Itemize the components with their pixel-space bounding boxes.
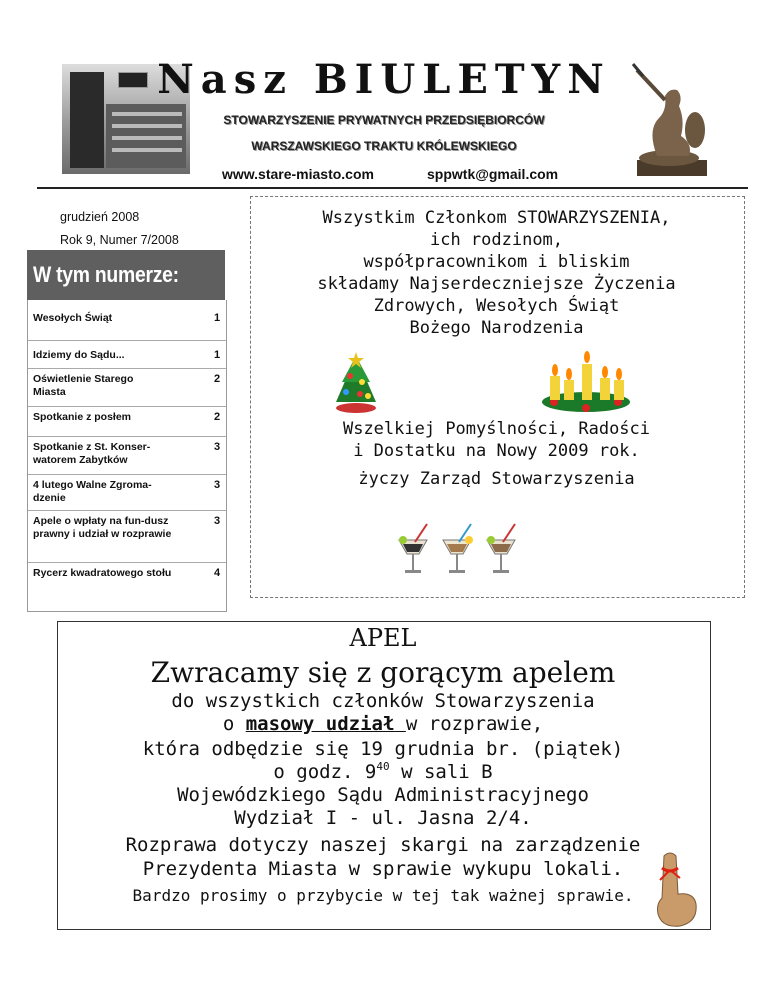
contents-item[interactable] xyxy=(28,436,226,475)
contents-item-label: Spotkanie z St. Konser-watorem Zabytków xyxy=(33,441,151,466)
website-link[interactable]: www.stare-miasto.com xyxy=(222,166,374,182)
contents-heading-box xyxy=(27,250,225,300)
contents-item-label: 4 lutego Walne Zgroma-dzenie xyxy=(33,479,152,504)
contents-item[interactable] xyxy=(28,474,226,511)
contents-table xyxy=(27,300,227,612)
appeal-line: która odbędzie się 19 grudnia br. (piątek) xyxy=(142,738,624,760)
contents-item[interactable] xyxy=(28,562,226,612)
header-divider xyxy=(37,187,748,189)
association-name-line1: STOWARZYSZENIE PRYWATNYCH PRZEDSIĘBIORCÓW xyxy=(223,113,545,127)
contents-item-page: 1 xyxy=(214,312,221,324)
contents-item[interactable] xyxy=(28,340,226,369)
association-name-line2: WARSZAWSKIEGO TRAKTU KRÓLEWSKIEGO xyxy=(251,139,517,153)
contents-item[interactable] xyxy=(28,300,226,340)
appeal-title: APEL xyxy=(349,624,417,652)
appeal-line: o masowy udział w rozprawie, xyxy=(222,713,544,735)
contents-item-label: Spotkanie z posłem xyxy=(33,411,132,423)
contents-item-page: 4 xyxy=(214,567,221,579)
string-on-finger-icon xyxy=(650,848,702,928)
contents-heading: W tym numerze: xyxy=(33,262,179,287)
appeal-closing: Bardzo prosimy o przybycie w tej tak ważnej sprawie. xyxy=(132,886,634,905)
contents-item[interactable] xyxy=(28,406,226,437)
cocktail-glasses-icon xyxy=(393,520,523,580)
contents-item-page: 3 xyxy=(214,515,221,527)
new-year-wishes: Wszelkiej Pomyślności, Radości i Dostatku na Nowy 2009 rok. xyxy=(342,419,651,461)
contents-item[interactable] xyxy=(28,510,226,563)
appeal-line: do wszystkich członków Stowarzyszenia xyxy=(171,690,595,712)
appeal-line: Prezydenta Miasta w sprawie wykupu lokali. xyxy=(142,858,624,880)
contents-item-label: Oświetlenie Starego Miasta xyxy=(33,373,134,398)
contents-item-label: Idziemy do Sądu... xyxy=(33,349,125,361)
email-link[interactable]: sppwtk@gmail.com xyxy=(427,166,559,182)
contents-item-page: 3 xyxy=(214,441,221,453)
contents-item-label: Rycerz kwadratowego stołu xyxy=(33,567,172,579)
contents-item-page: 2 xyxy=(214,411,221,423)
greetings-text: Wszystkim Członkom STOWARZYSZENIA, ich rodzinom, współpracownikom i bliskim składamy Najserdeczniejsze Życzenia Zdrowych, Wesołych Świąt Bożego Narodzenia xyxy=(317,208,676,338)
issue-number: Rok 9, Numer 7/2008 xyxy=(60,233,179,247)
newsletter-title: Nasz BIULETYN xyxy=(157,56,611,103)
contents-item-page: 3 xyxy=(214,479,221,491)
appeal-line: o godz. $9^{40}$ w sali B xyxy=(273,760,493,783)
contents-item-page: 2 xyxy=(214,373,221,385)
appeal-line: Wydział I - ul. Jasna 2/4. xyxy=(234,807,532,829)
greetings-signature: życzy Zarząd Stowarzyszenia xyxy=(358,469,635,489)
issue-date: grudzień 2008 xyxy=(60,210,140,224)
appeal-headline: Zwracamy się z gorącym apelem xyxy=(150,656,616,689)
contents-item-label: Wesołych Świąt xyxy=(33,312,113,324)
contents-item-page: 1 xyxy=(214,349,221,361)
appeal-emphasis: masowy udział xyxy=(245,713,406,735)
christmas-tree-icon xyxy=(330,352,382,414)
contents-item-label: Apele o wpłaty na fun-dusz prawny i udział w rozprawie xyxy=(33,515,172,540)
advent-candles-icon xyxy=(540,350,632,416)
contents-item[interactable] xyxy=(28,368,226,407)
appeal-line: Rozprawa dotyczy naszej skargi na zarządzenie xyxy=(125,834,641,856)
appeal-line: Wojewódzkiego Sądu Administracyjnego xyxy=(177,784,589,806)
